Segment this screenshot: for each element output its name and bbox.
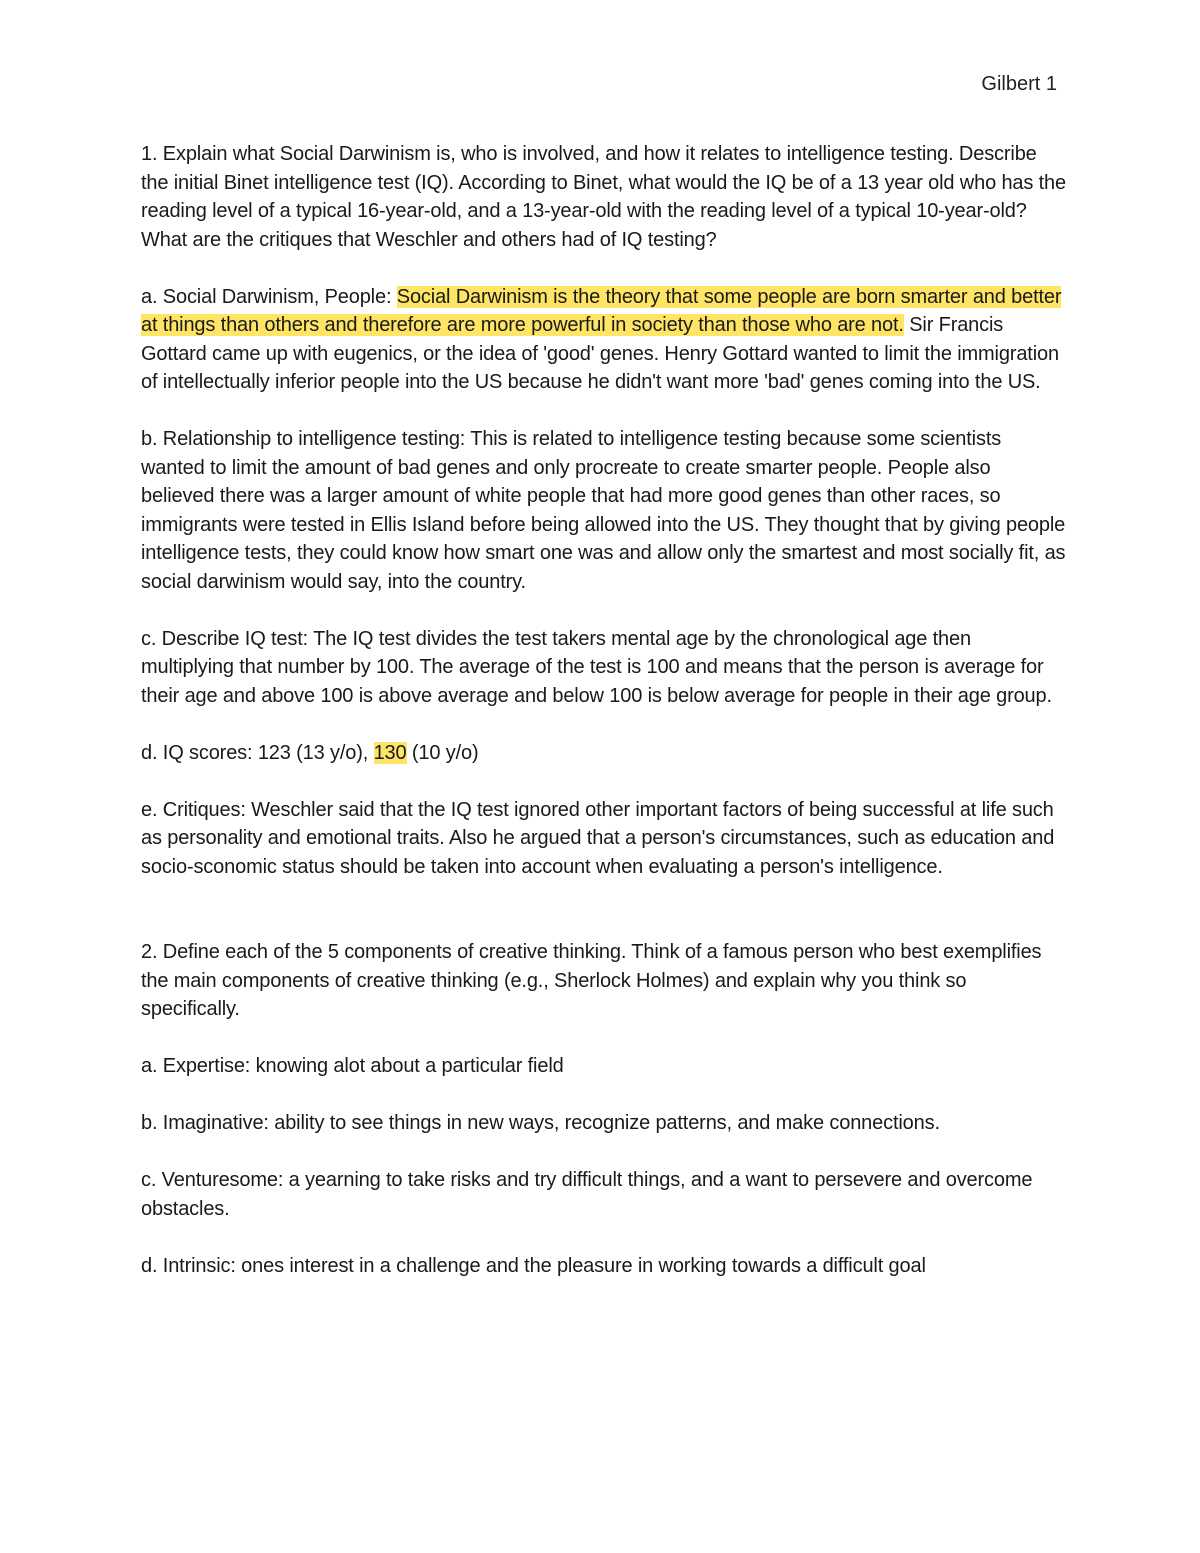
answer-1a-highlight: Social Darwinism is the theory that some people are born smarter and better at things than others and therefore are more powerful in society than those who are not. bbox=[141, 285, 1062, 336]
answer-1d bbox=[141, 739, 1066, 768]
answer-1e: e. Critiques: Weschler said that the IQ test ignored other important factors of being successful at life such as personality and emotional traits. Also he argued that a person's circumstances, such as education and socio-sconomic status should be taken into account when evaluating a person's intelligence. bbox=[141, 798, 1055, 878]
document-body bbox=[141, 140, 1066, 1309]
answer-1a-prefix: a. Social Darwinism, People: bbox=[141, 285, 397, 308]
answer-2a: a. Expertise: knowing alot about a particular field bbox=[141, 1055, 564, 1077]
answer-2b: b. Imaginative: ability to see things in new ways, recognize patterns, and make connections. bbox=[141, 1112, 940, 1134]
answer-1d-prefix: d. IQ scores: 123 (13 y/o), bbox=[141, 741, 374, 764]
answer-2c: c. Venturesome: a yearning to take risks and try difficult things, and a want to persevere and overcome obstacles. bbox=[141, 1169, 1033, 1220]
answer-1b: b. Relationship to intelligence testing: This is related to intelligence testing because some scientists wanted to limit the amount of bad genes and only procreate to create smarter people. People also believed there was a larger amount of white people that had more good genes than other races, so immigrants were tested in Ellis Island before being allowed into the US. They thought that by giving people intelligence tests, they could know how smart one was and allow only the smartest and most socially fit, as social darwinism would say, into the country. bbox=[141, 428, 1066, 593]
page-header: Gilbert 1 bbox=[981, 73, 1057, 95]
answer-2d: d. Intrinsic: ones interest in a challenge and the pleasure in working towards a difficult goal bbox=[141, 1254, 926, 1277]
answer-1d-rest: (10 y/o) bbox=[406, 741, 479, 764]
answer-1a bbox=[141, 283, 1066, 397]
question-2: 2. Define each of the 5 components of creative thinking. Think of a famous person who best exemplifies the main components of creative thinking (e.g., Sherlock Holmes) and explain why you think so specifically. bbox=[141, 941, 1042, 1020]
answer-1d-highlight: 130 bbox=[373, 741, 407, 764]
answer-1c: c. Describe IQ test: The IQ test divides the test takers mental age by the chronological age then multiplying that number by 100. The average of the test is 100 and means that the person is average for their age and above 100 is above average and below 100 is below average for people in their age group. bbox=[141, 627, 1052, 707]
question-1: 1. Explain what Social Darwinism is, who is involved, and how it relates to intelligence testing. Describe the initial Binet intelligence test (IQ). According to Binet, what would the IQ be of a 13 year old who has the reading level of a typical 16-year-old, and a 13-year-old with the reading level of a typical 10-year-old? What are the critiques that Weschler and others had of IQ testing? bbox=[141, 143, 1067, 251]
answer-1a-rest: Sir Francis Gottard came up with eugenics, or the idea of 'good' genes. Henry Gottard wanted to limit the immigration of intellectually inferior people into the US because he didn't want more 'bad' genes coming into the US. bbox=[141, 314, 1059, 393]
